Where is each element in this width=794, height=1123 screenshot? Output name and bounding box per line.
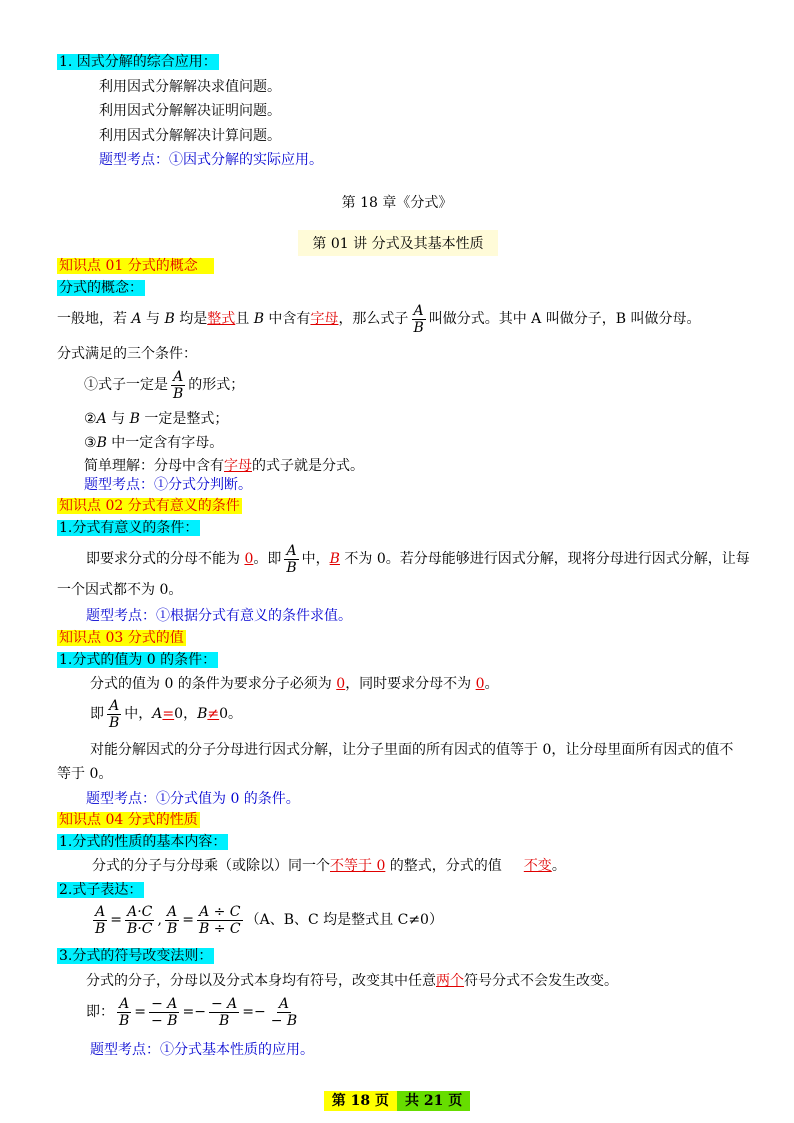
subheading: 2.式子表达： xyxy=(59,882,143,898)
exam-point: 题型考点：①分式值为 0 的条件。 xyxy=(86,791,300,807)
page-footer xyxy=(0,1090,794,1110)
property-formula: $\frac{A}{B}$ = $\frac{A\cdot C}{B\cdot C}$ , $\frac{A}{B}$ = $\frac{A \div C}{B \div C}$ （A、B、C 均是整式且 C≠0） xyxy=(95,903,443,937)
list-item: 利用因式分解解决证明问题。 xyxy=(99,103,281,119)
page-number: 第 18 页 xyxy=(324,1091,397,1111)
list-item: 利用因式分解解决求值问题。 xyxy=(99,79,281,95)
sign-rule: 分式的分子，分母以及分式本身均有符号，改变其中任意两个符号分式不会发生改变。 xyxy=(86,973,618,989)
paragraph: 一个因式都不为 0。 xyxy=(57,582,183,598)
subheading: 1.分式的值为 0 的条件： xyxy=(59,652,217,668)
subheading: 1.分式有意义的条件： xyxy=(59,520,199,536)
subheading: 3.分式的符号改变法则： xyxy=(59,948,213,964)
knowledge-tag-01: 知识点 01 分式的概念 xyxy=(57,257,214,275)
conditions-title: 分式满足的三个条件： xyxy=(57,346,197,362)
subheading: 1.分式的性质的基本内容： xyxy=(59,834,227,850)
definition-line: 一般地，若 A 与 B 均是整式且 B 中含有字母，那么式子 $\frac{A}{B}$ 叫做分式。其中 A 叫做分子，B 叫做分母。 xyxy=(57,302,701,336)
lesson-title: 第 01 讲 分式及其基本性质 xyxy=(298,230,498,256)
exam-point: 题型考点：①根据分式有意义的条件求值。 xyxy=(86,608,352,624)
simple-understanding: 简单理解：分母中含有字母的式子就是分式。 xyxy=(84,458,364,474)
fraction-a-over-b: $\frac{A}{B}$ xyxy=(413,302,424,336)
knowledge-tag-04: 知识点 04 分式的性质 xyxy=(59,812,198,828)
page-total: 共 21 页 xyxy=(397,1091,470,1111)
meaningful-condition: 即要求分式的分母不能为 0。即 $\frac{A}{B}$ 中，B 不为 0。若分母能够进行因式分解，现将分母进行因式分解，让每 xyxy=(86,542,750,576)
exam-point: 题型考点：①分式基本性质的应用。 xyxy=(90,1042,314,1058)
paragraph: 对能分解因式的分子分母进行因式分解，让分子里面的所有因式的值等于 0，让分母里面所有因式的值不 xyxy=(90,742,734,758)
property-content: 分式的分子与分母乘（或除以）同一个不等于 0 的整式，分式的值 不变。 xyxy=(92,858,566,874)
exam-point: 题型考点：①因式分解的实际应用。 xyxy=(99,152,323,168)
knowledge-tag-03: 知识点 03 分式的值 xyxy=(59,630,184,646)
subheading: 分式的概念： xyxy=(59,280,143,296)
sign-rule-formula: 即： $\frac{A}{B}$ = $\frac{- A}{- B}$ =− $\frac{- A}{B}$ =− $\frac{A}{- B}$ xyxy=(86,995,298,1029)
list-item: 利用因式分解解决计算问题。 xyxy=(99,128,281,144)
condition-2: ②A 与 B 一定是整式； xyxy=(84,411,229,427)
condition-1: ①式子一定是 $\frac{A}{B}$ 的形式； xyxy=(84,368,245,402)
exam-point: 题型考点：①分式分判断。 xyxy=(84,477,252,493)
condition-3: ③B 中一定含有字母。 xyxy=(84,435,224,451)
chapter-title: 第 18 章《分式》 xyxy=(341,195,453,211)
zero-condition-formula: 即 $\frac{A}{B}$ 中，A=0，B≠0。 xyxy=(90,697,243,731)
section-heading-factorization: 1. 因式分解的综合应用： xyxy=(59,54,217,70)
zero-condition: 分式的值为 0 的条件为要求分子必须为 0，同时要求分母不为 0。 xyxy=(90,676,499,692)
knowledge-tag-02: 知识点 02 分式有意义的条件 xyxy=(59,498,240,514)
paragraph: 等于 0。 xyxy=(57,766,113,782)
